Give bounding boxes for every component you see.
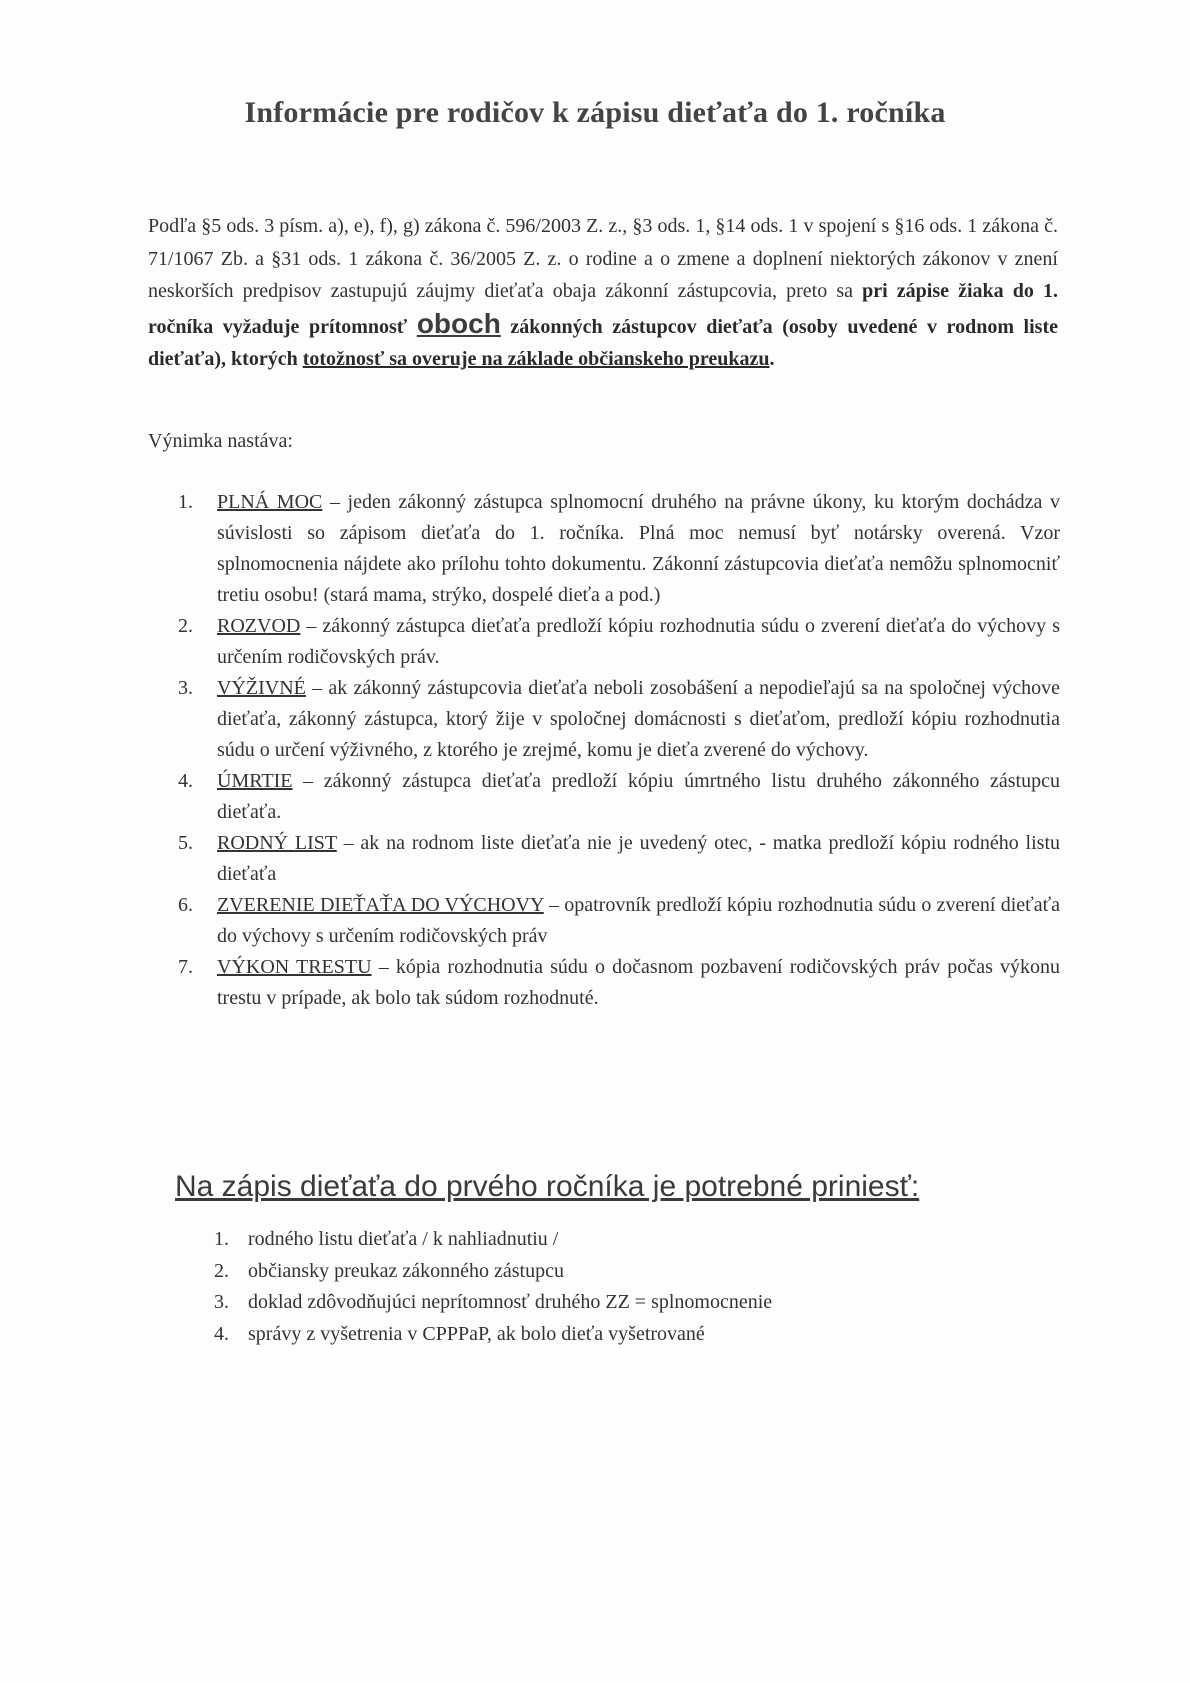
document-title: Informácie pre rodičov k zápisu dieťaťa do 1. ročníka bbox=[244, 96, 946, 129]
exception-text: – zákonný zástupca dieťaťa predloží kópiu rozhodnutia súdu o zverení dieťaťa do výchovy s určením rodičovských práv. bbox=[217, 615, 1060, 668]
exception-label: Výnimka nastáva: bbox=[148, 430, 293, 452]
bring-section-title: Na zápis dieťaťa do prvého ročníka je potrebné priniesť: bbox=[175, 1170, 920, 1203]
exception-item bbox=[170, 611, 1060, 673]
exception-number: 7. bbox=[178, 956, 193, 978]
bring-text: rodného listu dieťaťa / k nahliadnutiu / bbox=[248, 1228, 559, 1250]
exception-number: 5. bbox=[178, 832, 193, 854]
exception-text: – zákonný zástupca dieťaťa predloží kópiu úmrtného listu druhého zákonného zástupcu dieťaťa. bbox=[217, 770, 1060, 823]
intro-bold-representatives: zákonných zástupcov dieťaťa (osoby uvedené v rodnom liste dieťaťa), ktorých bbox=[148, 315, 1058, 370]
exception-item bbox=[170, 766, 1060, 828]
intro-bold-requirement: pri zápise žiaka do 1. ročníka vyžaduje prítomnosť bbox=[148, 280, 1058, 338]
intro-emphasis-both: oboch bbox=[416, 307, 501, 339]
bring-item bbox=[210, 1224, 772, 1256]
exception-number: 1. bbox=[178, 491, 193, 513]
bring-item bbox=[210, 1256, 772, 1288]
exception-item bbox=[170, 952, 1060, 1014]
intro-paragraph bbox=[148, 210, 1058, 376]
exception-number: 2. bbox=[178, 615, 193, 637]
exception-number: 3. bbox=[178, 677, 193, 699]
exception-term: ZVERENIE DIEŤAŤA DO VÝCHOVY bbox=[217, 894, 544, 916]
bring-number: 1. bbox=[214, 1228, 229, 1250]
exception-text: – kópia rozhodnutia súdu o dočasnom pozbavení rodičovských práv počas výkonu trestu v prípade, ak bolo tak súdom rozhodnuté. bbox=[217, 956, 1060, 1009]
exception-item bbox=[170, 890, 1060, 952]
exception-term: VÝŽIVNÉ bbox=[217, 677, 306, 699]
exception-number: 6. bbox=[178, 894, 193, 916]
exception-number: 4. bbox=[178, 770, 193, 792]
exception-text: – ak na rodnom liste dieťaťa nie je uvedený otec, - matka predloží kópiu rodného listu dieťaťa bbox=[217, 832, 1060, 885]
bring-number: 4. bbox=[214, 1322, 229, 1345]
exception-term: VÝKON TRESTU bbox=[217, 956, 372, 978]
bring-item bbox=[210, 1287, 772, 1319]
exception-item bbox=[170, 673, 1060, 766]
intro-text-1: Podľa §5 ods. 3 písm. a), e), f), g) zákona č. 596/2003 Z. z., §3 ods. 1, §14 ods. 1 v spojení s §16 ods. 1 zákona č. 71/1067 Zb. a §31 ods. 1 zákona č. 36/2005 Z. z. o rodine a o zmene a doplnení niektorých zákonov v znení neskorších predpisov zastupujú záujmy dieťaťa obaja zákonní zástupcovia, preto sa bbox=[148, 215, 1058, 302]
intro-identity-verification: totožnosť sa overuje na základe občianskeho preukazu bbox=[302, 348, 770, 370]
bring-text: doklad zdôvodňujúci neprítomnosť druhého ZZ = splnomocnenie bbox=[248, 1291, 773, 1313]
bring-list bbox=[210, 1224, 772, 1350]
bring-item bbox=[210, 1319, 772, 1351]
bring-number: 2. bbox=[214, 1259, 229, 1282]
exception-term: ÚMRTIE bbox=[217, 770, 293, 792]
exception-term: PLNÁ MOC bbox=[217, 491, 323, 513]
exception-text: – jeden zákonný zástupca splnomocní druhého na právne úkony, ku ktorým dochádza v súvislosti so zápisom dieťaťa do 1. ročníka. Plná moc nemusí byť notársky overená. Vzor splnomocnenia nájdete ako prílohu tohto dokumentu. Zákonní zástupcovia dieťaťa nemôžu splnomocniť tretiu osobu! (stará mama, strýko, dospelé dieťa a pod.) bbox=[217, 491, 1060, 606]
exception-item bbox=[170, 828, 1060, 890]
exception-text: – opatrovník predloží kópiu rozhodnutia súdu o zverení dieťaťa do výchovy s určením rodičovských práv bbox=[217, 894, 1060, 947]
intro-period: . bbox=[769, 348, 775, 370]
exception-text: – ak zákonný zástupcovia dieťaťa neboli zosobášení a nepodieľajú sa na spoločnej výchove dieťaťa, zákonný zástupca, ktorý žije v spoločnej domácnosti s dieťaťom, predloží kópiu rozhodnutia súdu o určení výživného, z ktorého je zrejmé, komu je dieťa zverené do výchovy. bbox=[217, 677, 1060, 761]
exception-term: ROZVOD bbox=[217, 615, 301, 637]
bring-text: občiansky preukaz zákonného zástupcu bbox=[248, 1259, 564, 1282]
exception-term: RODNÝ LIST bbox=[217, 832, 337, 854]
exception-item bbox=[170, 487, 1060, 611]
bring-text: správy z vyšetrenia v CPPPaP, ak bolo dieťa vyšetrované bbox=[248, 1322, 705, 1345]
bring-number: 3. bbox=[214, 1291, 229, 1313]
exceptions-list bbox=[170, 487, 1060, 1014]
